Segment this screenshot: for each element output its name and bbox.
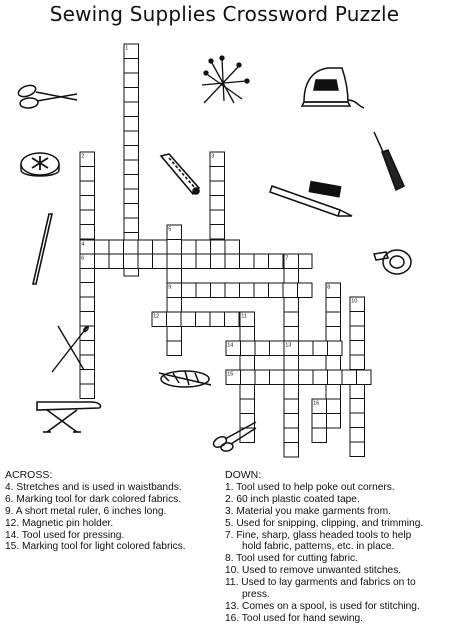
down-header: DOWN:: [225, 469, 262, 481]
across-clue: 15. Marking tool for light colored fabrics.: [5, 541, 186, 553]
grid-cell: [328, 370, 343, 385]
grid-cell: [328, 341, 343, 356]
grid-cell: [196, 254, 211, 269]
grid-cell: [350, 312, 365, 327]
across-clue: 14. Tool used for pressing.: [5, 529, 125, 541]
grid-cell: [350, 428, 365, 443]
down-clue: 13. Comes on a spool, is used for stitching.: [225, 600, 420, 612]
grid-cell: [80, 210, 95, 225]
grid-cell: [284, 298, 299, 313]
grid-cell: [240, 399, 255, 414]
page-title: Sewing Supplies Crossword Puzzle: [49, 2, 400, 26]
grid-cell: [284, 414, 299, 429]
clue-number: 4: [81, 241, 85, 248]
grid-cell: [299, 370, 314, 385]
grid-cell: [269, 254, 284, 269]
grid-cell: [270, 370, 285, 385]
grid-cell: [80, 297, 95, 312]
down-clue: 11. Used to lay garments and fabrics on to: [225, 577, 416, 589]
grid-cell: [138, 254, 153, 269]
grid-cell: [124, 160, 139, 175]
grid-cell: [326, 327, 341, 342]
ironing-board-icon: [33, 392, 105, 436]
clue-number: 10: [351, 298, 358, 305]
grid-cell: [210, 312, 225, 327]
grid-cell: [109, 254, 124, 269]
grid-cell: [284, 385, 299, 400]
grid-cell: [124, 146, 139, 161]
grid-cell: [225, 283, 240, 298]
grid-cell: [350, 341, 365, 356]
grid-cell: [284, 399, 299, 414]
grid-cell: [210, 225, 225, 240]
scissors-icon: [15, 80, 80, 112]
grid-cell: [284, 327, 299, 342]
clue-number: 11: [241, 313, 247, 320]
grid-cell: [124, 73, 139, 88]
grid-cell: [210, 210, 225, 225]
grid-cell: [326, 356, 341, 371]
across-header: ACROSS:: [5, 469, 53, 481]
across-clue: 4. Stretches and is used in waistbands.: [5, 481, 182, 493]
grid-cell: [225, 254, 240, 269]
tape-measure-icon: [372, 242, 414, 278]
grid-cell: [80, 268, 95, 283]
grid-cell: [95, 254, 110, 269]
grid-cell: [80, 283, 95, 298]
clue-number: 8: [327, 284, 331, 291]
grid-cell: [124, 131, 139, 146]
clue-number: 6: [81, 255, 85, 262]
grid-cell: [254, 283, 269, 298]
across-clue: 6. Marking tool for dark colored fabrics.: [5, 493, 182, 505]
grid-cell: [350, 326, 365, 341]
grid-cell: [211, 254, 226, 269]
down-clue: 10. Used to remove unwanted stitches.: [225, 565, 402, 577]
grid-cell: [153, 240, 168, 255]
grid-cell: [80, 225, 95, 240]
grid-cell: [326, 399, 341, 414]
grid-cell: [167, 254, 182, 269]
grid-cell: [326, 414, 341, 429]
grid-cell: [124, 59, 139, 74]
grid-cell: [124, 218, 139, 233]
grid-cell: [255, 370, 270, 385]
point-turner-icon: [30, 210, 58, 290]
clue-number: 2: [81, 153, 85, 160]
grid-cell: [196, 240, 211, 255]
grid-cell: [284, 428, 299, 443]
grid-cell: [182, 283, 197, 298]
grid-cell: [80, 181, 95, 196]
grid-cell: [210, 181, 225, 196]
down-clue-continuation: hold fabric, patterns, etc. in place.: [242, 541, 395, 553]
grid-cell: [350, 442, 365, 457]
grid-cell: [241, 370, 256, 385]
grid-cell: [167, 312, 182, 327]
grid-cell: [196, 283, 211, 298]
grid-cell: [211, 240, 226, 255]
clue-number: 5: [168, 226, 172, 233]
grid-cell: [124, 204, 139, 219]
down-clue: 16. Tool used for hand sewing.: [225, 612, 364, 624]
grid-cell: [284, 370, 299, 385]
grid-cell: [240, 385, 255, 400]
pins-icon: [198, 55, 250, 107]
seam-ripper-icon: [155, 150, 205, 198]
grid-cell: [240, 327, 255, 342]
clue-number: 3: [211, 153, 215, 160]
grid-cell: [167, 240, 182, 255]
down-clue: 7. Fine, sharp, glass headed tools to help: [225, 529, 412, 541]
grid-cell: [182, 254, 197, 269]
grid-cell: [124, 117, 139, 132]
grid-cell: [284, 443, 299, 458]
grid-cell: [225, 240, 240, 255]
grid-cell: [182, 240, 197, 255]
grid-cell: [124, 88, 139, 103]
grid-cell: [196, 312, 211, 327]
needles-icon: [48, 322, 92, 374]
clue-number: 14: [227, 342, 234, 349]
grid-cell: [284, 269, 299, 284]
grid-cell: [357, 370, 372, 385]
grid-cell: [167, 269, 182, 284]
grid-cell: [80, 196, 95, 211]
clue-number: 15: [227, 371, 234, 378]
across-clues: [5, 470, 220, 553]
grid-cell: [109, 240, 124, 255]
grid-cell: [225, 312, 240, 327]
grid-cell: [181, 312, 196, 327]
down-clue: 3. Material you make garments from.: [225, 505, 391, 517]
grid-cell: [124, 102, 139, 117]
grid-cell: [283, 283, 298, 298]
grid-cell: [211, 283, 226, 298]
grid-cell: [269, 283, 284, 298]
grid-cell: [298, 254, 313, 269]
grid-cell: [299, 341, 314, 356]
grid-cell: [240, 356, 255, 371]
grid-cell: [124, 175, 139, 190]
grid-cell: [167, 341, 182, 356]
down-clue: 2. 60 inch plastic coated tape.: [225, 493, 360, 505]
down-clue: 1. Tool used to help poke out corners.: [225, 481, 395, 493]
grid-cell: [350, 384, 365, 399]
grid-cell: [124, 189, 139, 204]
grid-cell: [124, 254, 139, 269]
clue-number: 7: [285, 255, 289, 262]
pincushion-icon: [18, 148, 62, 184]
grid-cell: [326, 312, 341, 327]
grid-cell: [270, 341, 285, 356]
grid-cell: [210, 167, 225, 182]
down-clues: [225, 470, 447, 625]
grid-cell: [350, 399, 365, 414]
grid-cell: [312, 428, 327, 443]
clue-number: 16: [313, 400, 320, 407]
grid-cell: [241, 341, 256, 356]
grid-cell: [284, 356, 299, 371]
grid-cell: [167, 327, 182, 342]
chalk-pencil-icon: [268, 180, 356, 220]
grid-cell: [80, 167, 95, 182]
clue-number: 12: [153, 313, 160, 320]
scissors-icon: [210, 418, 260, 452]
clue-number: 13: [285, 342, 292, 349]
grid-cell: [350, 355, 365, 370]
down-clue: 5. Used for snipping, clipping, and trimming.: [225, 517, 424, 529]
grid-cell: [313, 341, 328, 356]
down-clue: 8. Tool used for cutting fabric.: [225, 553, 358, 565]
grid-cell: [210, 196, 225, 211]
grid-cell: [167, 298, 182, 313]
grid-cell: [326, 385, 341, 400]
across-clue: 12. Magnetic pin holder.: [5, 517, 114, 529]
clue-number: 1: [125, 45, 129, 52]
grid-cell: [240, 254, 255, 269]
down-clue-continuation: press.: [242, 589, 270, 601]
seam-ripper-icon: [370, 130, 410, 192]
grid-cell: [255, 341, 270, 356]
grid-cell: [298, 283, 313, 298]
grid-cell: [326, 298, 341, 313]
grid-cell: [313, 370, 328, 385]
grid-cell: [95, 240, 110, 255]
grid-cell: [284, 312, 299, 327]
grid-cell: [153, 254, 168, 269]
grid-cell: [254, 254, 269, 269]
grid-cell: [240, 283, 255, 298]
clue-number: 9: [168, 284, 172, 291]
grid-cell: [342, 370, 357, 385]
grid-cell: [312, 414, 327, 429]
iron-icon: [298, 60, 368, 112]
grid-cell: [124, 240, 139, 255]
thread-spool-icon: [155, 365, 215, 393]
grid-cell: [138, 240, 153, 255]
grid-cell: [350, 413, 365, 428]
across-clue: 9. A short metal ruler, 6 inches long.: [5, 505, 167, 517]
